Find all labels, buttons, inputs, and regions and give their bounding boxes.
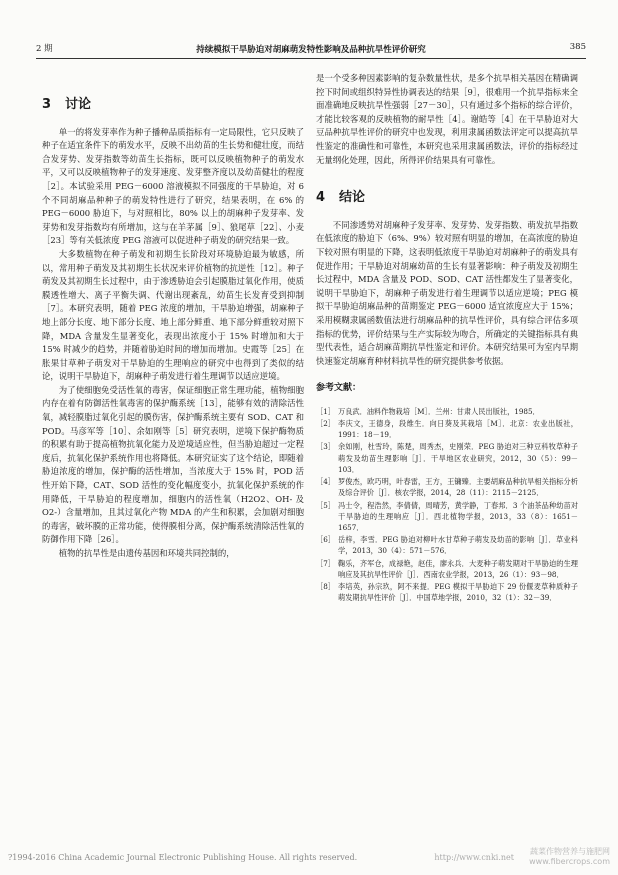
section-title: 结论: [339, 190, 366, 206]
reference-text: 鞠乐，齐军仓，成禄艳，赵佳，廖永兵．大麦种子萌发期对干旱胁迫的生理响应及其抗旱性评价［J］．西南农业学报，2013，26（1）：93－98．: [338, 558, 578, 579]
section-title: 讨论: [65, 97, 92, 112]
reference-text: 岳梓，李雪．PEG 胁迫对柳叶水甘草种子萌发及幼苗的影响［J］．草业科学，2013，30（4）：571－576．: [338, 535, 578, 556]
reference-text: 罗俊杰，欧巧明，叶春雷，王方，王镛臻．主要胡麻品种抗旱相关指标分析及综合评价［J］．核农学报，2014，28（11）：2115－2125．: [338, 477, 578, 498]
paragraph: 为了使细胞免受活性氧的毒害，保证细胞正常生理功能，植物细胞内存在着有防御活性氧毒害的保护酶系统［13］，能够有效的清除活性氧，减轻膜脂过氧化引起的膜伤害，保护酶系统主要有 SOD、CAT 和 POD。马彦军等［10］、余如刚等［5］研究表明，逆境下保护酶物质的积累有助于提高植物抗氧化能力及逆境适应性，但当胁迫超过一定程度后，抗氧化保护系统作用也将降低。本研究证实了这个结论，即随着胁迫浓度的增加，保护酶的活性增加，当浓度大于 15% 时，POD 活性开始下降，CAT、SOD 活性的变化幅度变小，抗氧化保护系统的作用降低，干旱胁迫的程度增加，细胞内的活性氧（H2O2、OH- 及 O2-）含量增加，且其过氧化产物 MDA 的产生和积累，会加剧对细胞的毒害，破坏膜的正常功能，使得膜相分离，保护酶系统清除活性氧的防御作用下降［26］。: [42, 384, 304, 545]
reference-number: ［4］: [316, 477, 335, 487]
reference-list: [316, 406, 578, 603]
section-number: 4: [316, 190, 326, 206]
section-number: 3: [42, 97, 52, 112]
paragraph: 大多数植物在种子萌发和初期生长阶段对环境胁迫最为敏感，所以，常用种子萌发及其初期生长状况来评价植物的抗逆性［12］。种子萌发及其初期生长过程中，由于渗透胁迫会引起膜脂过氧化作用，使质膜透性增大、离子平衡失调、代谢出现紊乱，幼苗生长发育受到抑制［7］。本研究表明，随着 PEG 浓度的增加，干旱胁迫增强，胡麻种子地上部分长度、地下部分长度、地上部分鲜重、地下部分鲜重较对照下降，MDA 含量发生显著变化，表现出浓度小于 15% 时增加和大于 15% 时减少的趋势，并随着胁迫时间的增加而增加。史霞等［25］在胀果甘草种子萌发对干旱胁迫的生理响应的研究中也得到了类似的结论，说明干旱胁迫下，胡麻种子萌发进行着生理调节以适应逆境。: [42, 248, 304, 382]
reference-number: ［1］: [316, 406, 335, 416]
reference-item: [316, 581, 578, 603]
paragraph: 植物的抗旱性是由遗传基因和环境共同控制的，: [58, 548, 235, 558]
section-heading-discussion: [42, 98, 304, 112]
reference-text: 万良武．油料作物栽培［M］．兰州：甘肃人民出版社，1985．: [338, 406, 540, 416]
reference-item: [316, 418, 578, 440]
reference-item: [316, 406, 578, 417]
watermark-logo: [500, 847, 610, 869]
paragraph: 不同渗透势对胡麻种子发芽率、发芽势、发芽指数、萌发抗旱指数在低浓度的胁迫下（6%、9%）较对照有明显的增加，在高浓度的胁迫下较对照有明显的下降，这表明低浓度干旱胁迫对胡麻种子的萌发具有促进作用；干旱胁迫对胡麻幼苗的生长有显著影响：种子萌发及初期生长过程中，MDA 含量及 POD、SOD、CAT 活性都发生了显著变化，说明干旱胁迫下，胡麻种子萌发进行着生理调节以适应逆境；PEG 模拟干旱胁迫胡麻品种的苗期鉴定 PEG－6000 适宜浓度应大于 15%；采用模糊隶属函数值法进行胡麻品种的抗旱性评价，具有综合评估多项指标的优势，评价结果与生产实际较为吻合，所确定的关键指标具有典型代表性，适合胡麻苗期抗旱性鉴定和评价。本研究结果可为室内早期快速鉴定胡麻育种材料抗旱性的研究提供参考依据。: [316, 219, 578, 366]
reference-number: ［7］: [316, 558, 335, 568]
reference-item: [316, 534, 578, 556]
reference-number: ［6］: [316, 535, 335, 545]
paragraph-continued: 是一个受多种因素影响的复杂数量性状，是多个抗旱相关基因在精确调控下时间或组织特异性协调表达的结果［9］，很难用一个抗旱指标来全面准确地反映抗旱性强弱［27－30］，只有通过多个指标的综合评价，才能比较客观的反映植物的耐旱性［4］。谢皓等［4］在干旱胁迫对大豆品种抗旱性评价的研究中也发现，利用隶属函数法评定可以提高抗旱性鉴定的准确性和可靠性，本研究也采用隶属函数法，评价的指标经过无量纲化处理，因此，所得评价结果具有可靠性。: [316, 73, 578, 165]
reference-text: 李培英，孙宗玖，阿不来提．PEG 模拟干旱胁迫下 29 份偃麦草种质种子萌发期抗旱性评价［J］．中国草地学报，2010，32（1）：32－39．: [338, 581, 578, 603]
watermark-url: www.fibercrops.com: [529, 857, 610, 866]
right-column: [316, 72, 578, 604]
reference-item: [316, 558, 578, 580]
reference-text: 余如刚，杜雪玲，陈楚，周秀杰，史刚荣．PEG 胁迫对三种豆科牧草种子萌发及幼苗生理影响［J］．干旱地区农业研究，2012，30（5）：99－103．: [338, 442, 578, 474]
reference-number: ［2］: [316, 419, 335, 429]
reference-text: 李庆文，王德身，段维生．向日葵及其栽培［M］．北京：农业出版社，1991：18－19．: [338, 419, 578, 440]
reference-number: ［3］: [316, 442, 335, 452]
reference-item: [316, 441, 578, 475]
reference-item: [316, 500, 578, 534]
issue-label: 2 期: [36, 44, 53, 54]
reference-item: [316, 476, 578, 498]
source-url: http://www.cnki.net: [434, 853, 514, 862]
watermark-text: 蔬菜作物营养与施肥网: [530, 847, 610, 856]
paragraph: 单一的将发芽率作为种子播种品质指标有一定局限性，它只反映了种子在适宜条件下的萌发水平，反映不出幼苗的生长势和健壮度，而结合发芽势、发芽指数等幼苗生长指标，既可以反映植物种子的萌发水平，又可以反映植物种子的发芽速度、发芽整齐度以及幼苗健壮的程度［2］。本试验采用 PEG－6000 溶液模拟不同强度的干旱胁迫，对 6 个不同胡麻品种种子的萌发特性进行了研究，结果表明，在 6% 的 PEG－6000 胁迫下，与对照相比，80% 以上的胡麻种子发芽率、发芽势和发芽指数均有所增加，这与在羊茅属［9］、狼尾草［22］、小麦［23］等有关低浓度 PEG 溶液可以促进种子萌发的研究结果一致。: [42, 126, 304, 246]
reference-number: ［5］: [316, 500, 335, 510]
reference-text: 冯士令，程浩然，李倩倩，周晴芳，黄学静，丁春邦．3 个油茶品种幼苗对干旱胁迫的生理响应［J］．西北植物学报，2013，33（8）：1651－1657．: [338, 500, 578, 532]
references-heading: 参考文献：: [316, 383, 362, 394]
page-number: 385: [569, 42, 586, 52]
left-column: [42, 74, 304, 561]
running-header: [36, 40, 586, 59]
copyright-notice: ?1994-2016 China Academic Journal Electronic Publishing House. All rights reserved.: [8, 853, 358, 862]
reference-number: ［8］: [316, 581, 335, 591]
running-title: 持续模拟干旱胁迫对胡麻萌发特性影响及品种抗旱性评价研究: [196, 45, 426, 55]
section-heading-conclusion: [316, 191, 578, 205]
